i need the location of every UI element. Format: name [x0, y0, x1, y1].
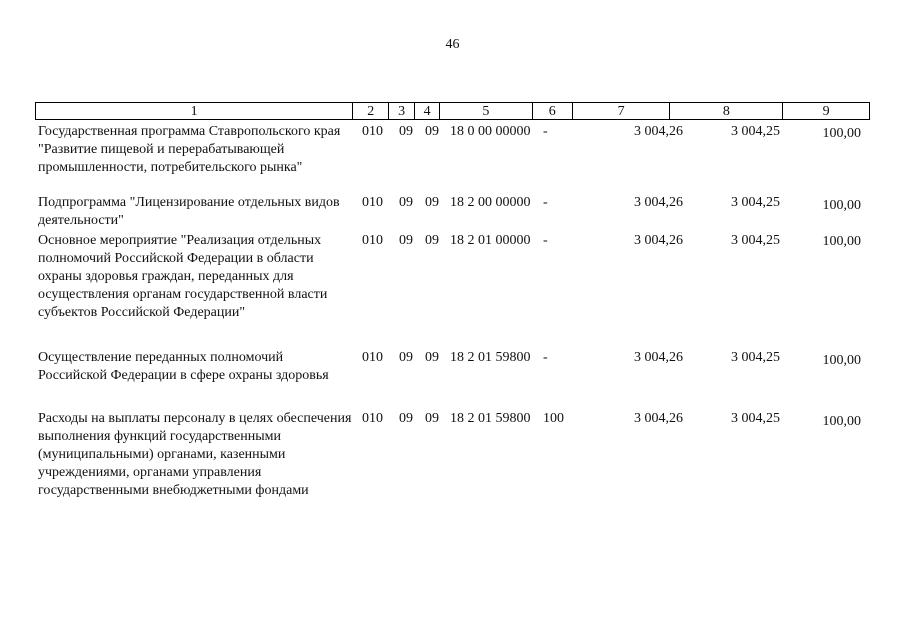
row-c4: 09 [425, 411, 439, 426]
row-c7: 3 004,26 [634, 411, 683, 426]
row-c9: 100,00 [822, 414, 861, 429]
row-name: Государственная программа Ставропольского края "Развитие пищевой и перерабатывающей промышленности, потребительского рынка" [38, 124, 341, 175]
row-c7: 3 004,26 [634, 350, 683, 365]
row-name: Подпрограмма "Лицензирование отдельных видов деятельности" [38, 195, 340, 228]
header-col-6: 6 [533, 103, 573, 119]
header-col-8: 8 [670, 103, 783, 119]
row-c4: 09 [425, 195, 439, 210]
header-col-2: 2 [353, 103, 389, 119]
row-c6: - [543, 195, 548, 210]
row-c6: - [543, 233, 548, 248]
row-name: Осуществление переданных полномочий Российской Федерации в сфере охраны здоровья [38, 350, 329, 383]
row-c3: 09 [399, 195, 413, 210]
row-c3: 09 [399, 350, 413, 365]
row-c7: 3 004,26 [634, 124, 683, 139]
row-c8: 3 004,25 [731, 124, 780, 139]
row-c4: 09 [425, 350, 439, 365]
header-col-1: 1 [36, 103, 353, 119]
row-c8: 3 004,25 [731, 233, 780, 248]
row-c5: 18 2 01 59800 [450, 411, 531, 426]
row-name: Расходы на выплаты персоналу в целях обеспечения выполнения функций государственными (муниципальными) органами, казенными учреждениями, органами управления государственными внебюджетными фондами [38, 411, 352, 498]
row-c5: 18 0 00 00000 [450, 124, 531, 139]
header-col-4: 4 [415, 103, 440, 119]
row-c4: 09 [425, 124, 439, 139]
row-c8: 3 004,25 [731, 411, 780, 426]
table-header [35, 102, 870, 120]
row-c3: 09 [399, 411, 413, 426]
row-c3: 09 [399, 233, 413, 248]
header-col-5: 5 [440, 103, 533, 119]
header-col-9: 9 [822, 104, 830, 119]
row-c9: 100,00 [822, 353, 861, 368]
row-c7: 3 004,26 [634, 233, 683, 248]
row-c8: 3 004,25 [731, 195, 780, 210]
row-c3: 09 [399, 124, 413, 139]
row-c2: 010 [362, 233, 383, 248]
page-number: 46 [445, 37, 460, 52]
header-col-3: 3 [389, 103, 415, 119]
row-c4: 09 [425, 233, 439, 248]
row-c6: - [543, 350, 548, 365]
row-c7: 3 004,26 [634, 195, 683, 210]
row-c9: 100,00 [822, 126, 861, 141]
row-c2: 010 [362, 124, 383, 139]
row-c2: 010 [362, 411, 383, 426]
row-c6: 100 [543, 411, 564, 426]
row-c9: 100,00 [822, 234, 861, 249]
header-col-7: 7 [573, 103, 671, 119]
row-c2: 010 [362, 350, 383, 365]
row-c5: 18 2 00 00000 [450, 195, 531, 210]
row-c6: - [543, 124, 548, 139]
row-c2: 010 [362, 195, 383, 210]
row-c5: 18 2 01 59800 [450, 350, 531, 365]
row-name: Основное мероприятие "Реализация отдельных полномочий Российской Федерации в области охраны здоровья граждан, переданных для осуществления органам государственной власти субъектов Российской Федерации" [38, 233, 328, 320]
row-c9: 100,00 [822, 198, 861, 213]
row-c5: 18 2 01 00000 [450, 233, 531, 248]
row-c8: 3 004,25 [731, 350, 780, 365]
